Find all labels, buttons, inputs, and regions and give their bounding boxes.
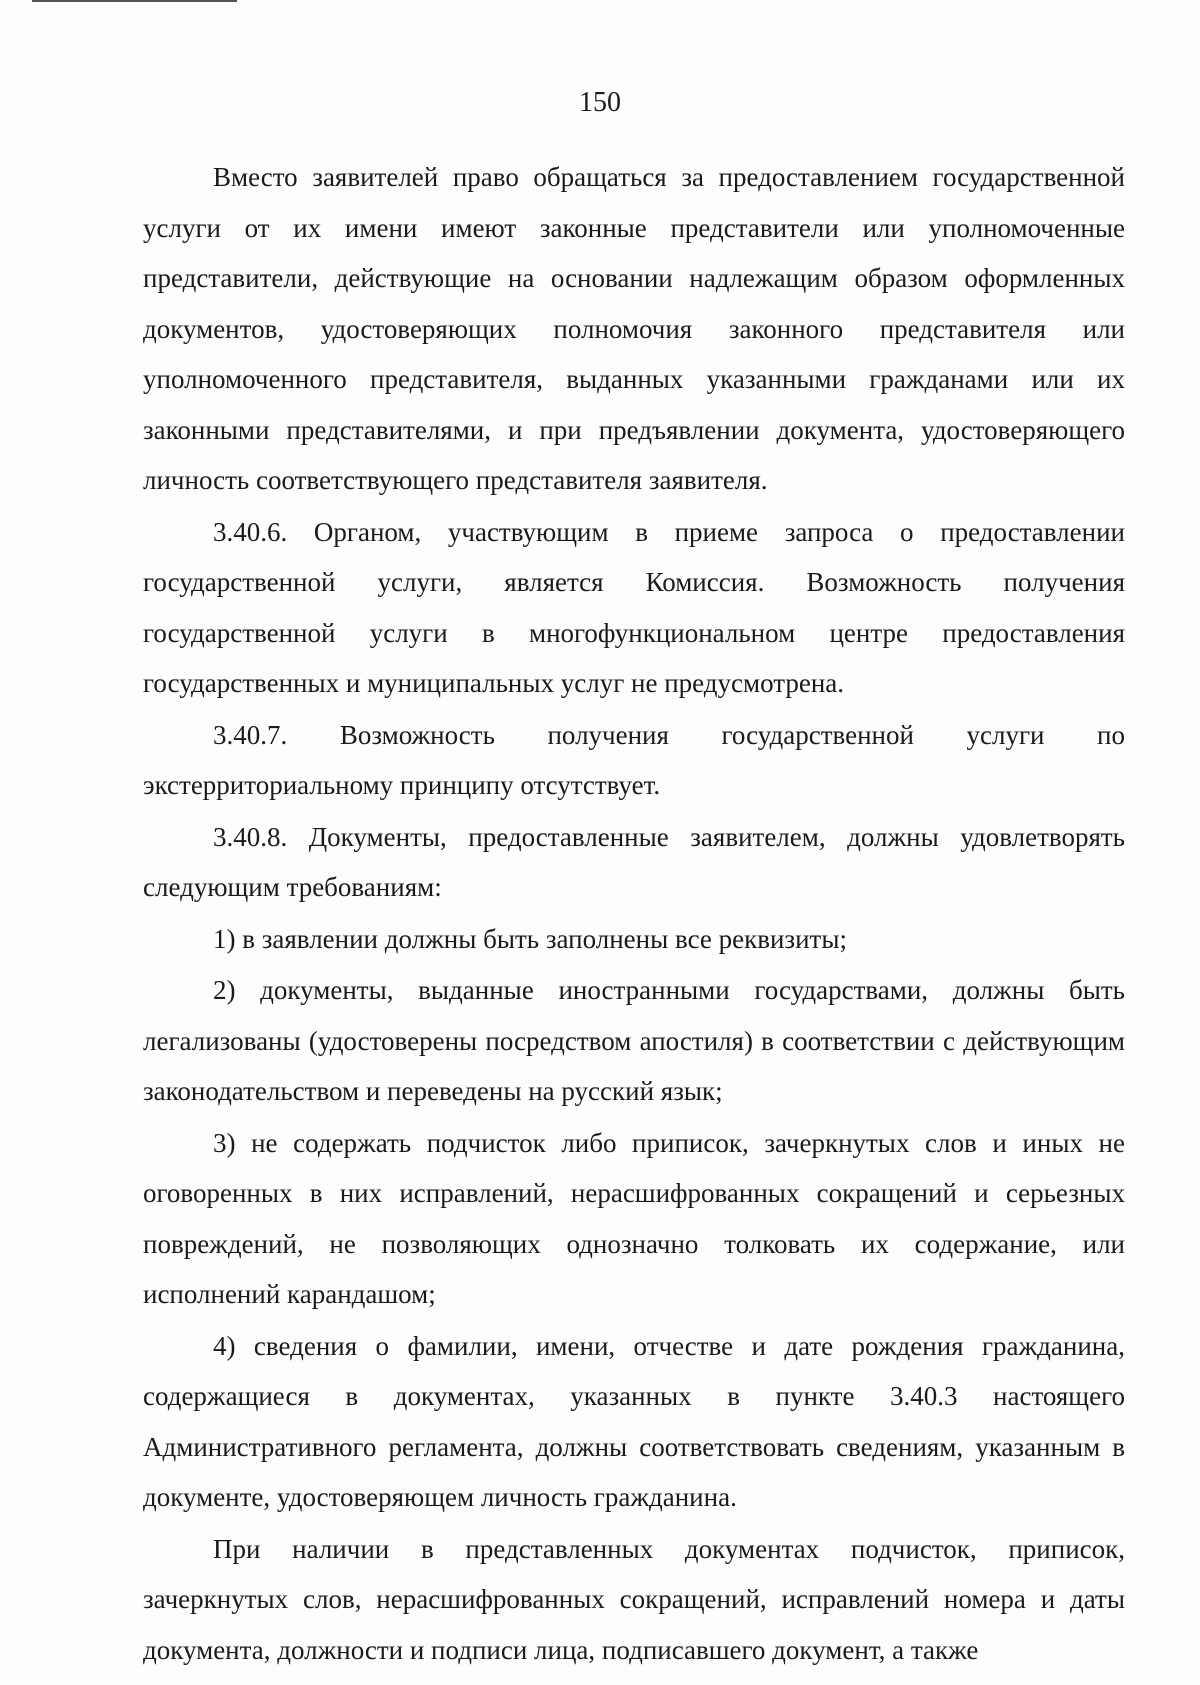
paragraph-corrections: При наличии в представленных документах подчисток, приписок, зачеркнутых слов, нерасшифрованных сокращений, исправлений номера и даты документа, должности и подписи лица, подписавшего документ, а также [143,1533,1125,1665]
list-item-3: 3) не содержать подчисток либо приписок, зачеркнутых слов и иных не оговоренных в них исправлений, нерасшифрованных сокращений и серьезных повреждений, не позволяющих однозначно толковать их содержание, или исполнений карандашом; [143,1127,1125,1309]
page-number: 150 [579,87,621,118]
paragraph-3-40-7: 3.40.7. Возможность получения государственной услуги по экстерриториальному принципу отсутствует. [143,719,1125,800]
paragraph-3-40-6: 3.40.6. Органом, участвующим в приеме запроса о предоставлении государственной услуги, является Комиссия. Возможность получения государственной услуги в многофункциональном центре предоставления государственных и муниципальных услуг не предусмотрена. [143,516,1125,698]
body-text [143,152,1125,1675]
list-item-4: 4) сведения о фамилии, имени, отчестве и дате рождения гражданина, содержащиеся в документах, указанных в пункте 3.40.3 настоящего Административного регламента, должны соответствовать сведениям, указанным в документе, удостоверяющем личность гражданина. [143,1330,1125,1512]
paragraph-3-40-8: 3.40.8. Документы, предоставленные заявителем, должны удовлетворять следующим требованиям: [143,821,1125,902]
list-item-2: 2) документы, выданные иностранными государствами, должны быть легализованы (удостоверены посредством апостиля) в соответствии с действующим законодательством и переведены на русский язык; [143,975,1125,1106]
scan-edge-line [32,0,237,2]
list-item-1: 1) в заявлении должны быть заполнены все реквизиты; [213,923,847,954]
paragraph-representatives: Вместо заявителей право обращаться за предоставлением государственной услуги от их имени имеют законные представители или уполномоченные представители, действующие на основании надлежащим образом оформленных документов, удостоверяющих полномочия законного представителя или уполномоченного представителя, выданных указанными гражданами или их законными представителями, и при предъявлении документа, удостоверяющего личность соответствующего представителя заявителя. [143,162,1125,495]
